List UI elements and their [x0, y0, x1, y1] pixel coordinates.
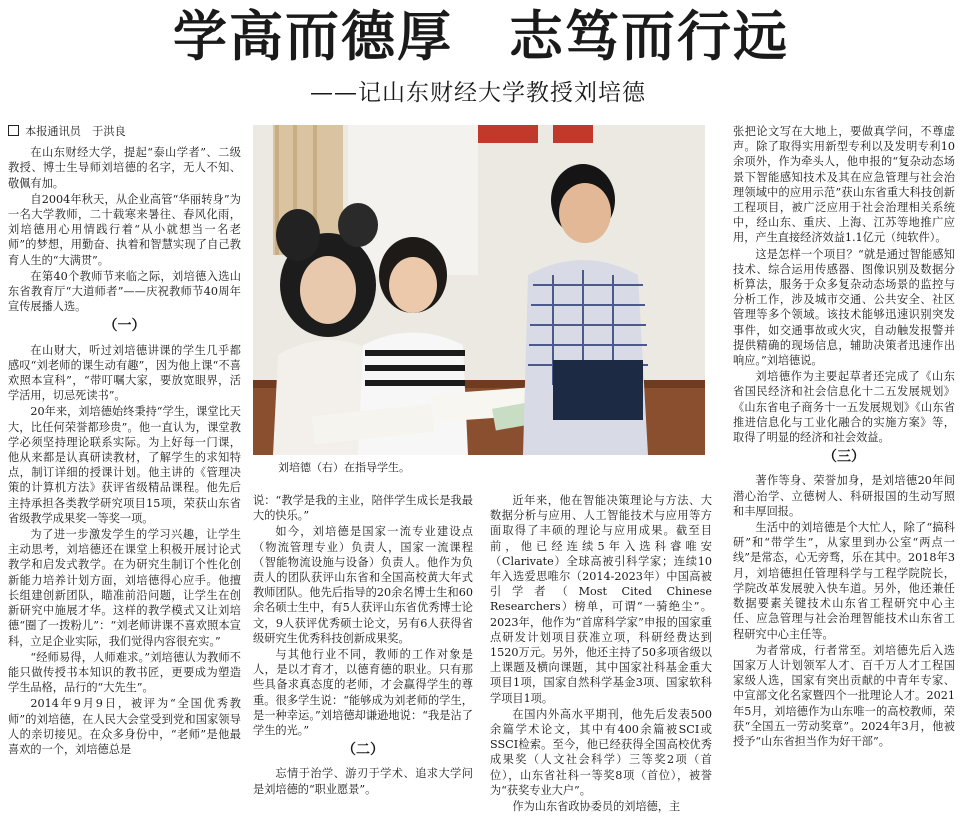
byline-label: 本报通讯员: [25, 125, 81, 138]
paragraph: 忘情于治学、游刃于学术、追求大学问是刘培德的“职业愿景”。: [253, 767, 473, 796]
byline-author: 于洪良: [92, 125, 126, 138]
section-heading-2: （二）: [342, 742, 384, 759]
paragraph: 生活中的刘培德是个大忙人，除了“搞科研”和“带学生”，从家里到办公室“两点一线”是常态，心无旁骛，乐在其中。2018年3月，刘培德担任管理科学与工程学院院长，学院改革发展驶入快车道。另外，他还兼任数据要素关键技术山东省工程研究中心主任、应急管理与社会治理智能技术山东省工程研究中心主任等。: [733, 521, 955, 641]
paragraph: 20年来，刘培德始终秉持“学生，课堂比天大，比任何荣誉都珍贵”。他一直认为，课堂教学必须坚持理论联系实际。为上好每一门课，他从来都是认真研读教材，了解学生的求知特点，制订详细的授课计划。他主讲的《管理决策的计算机方法》获评省级精品课程。他先后主持承担各类教学研究项目15项，荣获山东省省级教学成果奖一等奖一项。: [8, 405, 241, 525]
column-4: [733, 124, 955, 814]
column-3: [490, 493, 712, 815]
news-photo: [253, 125, 705, 455]
photo-caption: 刘培德（右）在指导学生。: [278, 461, 410, 474]
paragraph: 自2004年秋天，从企业高管“华丽转身”为一名大学教师，二十载寒来暑往、春风化雨，刘培德用心用情践行着“从小就想当一名老师”的梦想，用勤奋、执着和智慧实现了自己教育人生的“大满贯”。: [8, 192, 241, 267]
paragraph: 2014年9月9日，被评为“全国优秀教师”的刘培德，在人民大会堂受到党和国家领导人的亲切接见。在众多身份中，“老师”是他最喜欢的一个，刘培德总是: [8, 697, 241, 756]
subheadline: ——记山东财经大学教授刘培德: [310, 80, 646, 106]
paragraph: 在第40个教师节来临之际，刘培德入选山东省教育厅“大道师者”——庆祝教师节40周年宣传展播人选。: [8, 269, 241, 314]
paragraph: 在山财大，听过刘培德讲课的学生几乎都感叹“刘老师的课生动有趣”，因为他上课“不喜欢照本宣科”，“带叮嘱大家，要放宽眼界，活学活用，切忌死读书”。: [8, 343, 241, 403]
section-heading-3: （三）: [823, 449, 865, 466]
paragraph: 如今，刘培德是国家一流专业建设点（物流管理专业）负责人，国家一流课程（智能物流设施与设备）负责人。他作为负责人的团队获评山东省和全国高校黄大年式教师团队。他先后指导的20余名博士生和60余名硕士生中，有5人获评山东省优秀博士论文，9人获评优秀硕士论文，另有6人获得省级研究生优秀科技创新成果奖。: [253, 525, 473, 645]
photo-illustration: [253, 125, 705, 455]
paragraph: 与其他行业不同，教师的工作对象是人，是以才育才，以德育德的职业。只有那些具备求真态度的老师，才会赢得学生的尊重。很多学生说：“能够成为刘老师的学生，是一种幸运。”刘培德却谦逊地说：“我是沾了学生的光。”: [253, 648, 473, 738]
paragraph: 近年来，他在智能决策理论与方法、大数据分析与应用、人工智能技术与应用等方面取得了丰硕的理论与应用成果。截至目前，他已经连续5年入选科睿唯安（Clarivate）全球高被引科学家；连续10年入选爱思唯尔（2014-2023年）中国高被引学者（Most Cited Chinese Researchers）榜单，可谓“一骑绝尘”。2023年，他作为“首席科学家”申报的国家重点研发计划项目获准立项，科研经费达到1520万元。另外，他还主持了50多项省级以上课题及横向课题，其中国家社科基金重大项目1项，国家自然科学基金3项、国家软科学项目1项。: [490, 494, 712, 705]
paragraph: 刘培德作为主要起草者还完成了《山东省国民经济和社会信息化十二五发展规划》《山东省电子商务十一五发展规划》《山东省推进信息化与工业化融合的实施方案》等，取得了明显的经济和社会效益。: [733, 370, 955, 445]
byline: [8, 124, 241, 139]
paragraph: 在国内外高水平期刊，他先后发表500余篇学术论文，其中有400余篇被SCI或SSCI检索。至今，他已经获得全国高校优秀成果奖（人文社会科学）三等奖2项（首位），山东省社科一等奖8项（首位），被誉为“获奖专业大户”。: [490, 707, 712, 797]
paragraph: 说：“教学是我的主业，陪伴学生成长是我最大的快乐。”: [253, 494, 473, 523]
paragraph: 张把论文写在大地上，要做真学问，不尊虚声。除了取得实用新型专利以及发明专利10余项外，作为牵头人，他申报的“复杂动态场景下智能感知技术及其在应急管理与社会治理领域中的应用示范”获山东省重大科技创新工程项目，被广泛应用于社会治理相关系统中，经山东、重庆、上海、江苏等地推广应用，产生直接经济效益1.1亿元（纯软件）。: [733, 125, 955, 245]
paragraph: 为了进一步激发学生的学习兴趣，让学生主动思考，刘培德还在课堂上积极开展讨论式教学和启发式教学。在为研究生制订个性化创新能力培养计划方面，刘培德得心应手。他擅长组建创新团队，瞄准前沿问题，让学生在创新研究中施展才华。这样的教学模式又让刘培德“圈了一拨粉儿”：“刘老师讲课不喜欢照本宣科，立足企业实际，我们觉得内容很充实。”: [8, 528, 241, 648]
paragraph: 著作等身、荣誉加身，是刘培德20年间潜心治学、立德树人、科研报国的生动写照和丰厚回报。: [733, 474, 955, 518]
column-1: [8, 124, 241, 814]
column-2: [253, 493, 473, 815]
paragraph: “经师易得，人师难求。”刘培德认为教师不能只做传授书本知识的教书匠，更要成为塑造学生品格，品行的“大先生”。: [8, 650, 241, 695]
paragraph: 为者常成，行者常至。刘培德先后入选国家万人计划领军人才、百千万人才工程国家级人选，国家有突出贡献的中青年专家、中宣部文化名家暨四个一批理论人才。2021年5月，刘培德作为山东唯一的高校教师，荣获“全国五一劳动奖章”。2024年3月，他被授予“山东省担当作为好干部”。: [733, 643, 955, 748]
headline: 学高而德厚 志笃而行远: [173, 5, 789, 68]
paragraph: 作为山东省政协委员的刘培德，主: [512, 800, 681, 814]
paragraph: 在山东财经大学，提起“泰山学者”、二级教授、博士生导师刘培德的名字，无人不知、敬佩有加。: [8, 146, 241, 190]
paragraph: 这是怎样一个项目？“就是通过智能感知技术、综合运用传感器、图像识别及数据分析算法，服务于众多复杂动态场景的监控与分析工作，涉及城市交通、公共安全、社区管理等多个领域。该技术能够迅速识别突发事件，如交通事故或火灾，自动触发报警并提供精确的现场信息，辅助决策者迅速作出响应。”刘培德说。: [733, 247, 955, 368]
section-heading-1: （一）: [103, 318, 146, 335]
byline-box-icon: [8, 125, 19, 136]
